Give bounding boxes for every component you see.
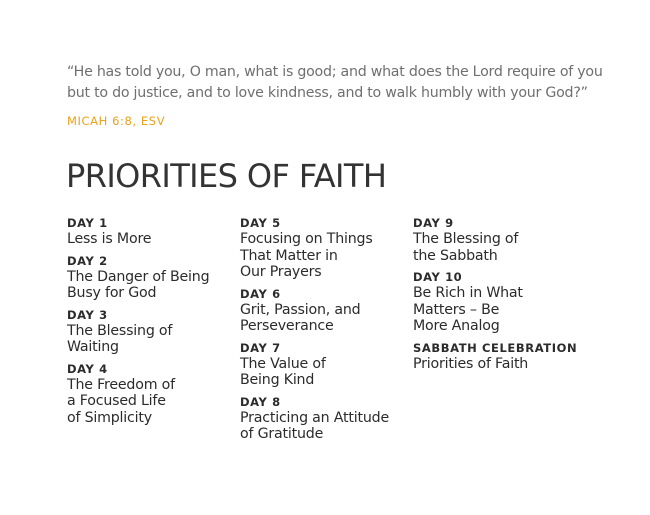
day-title: Practicing an Attitude of Gratitude: [240, 409, 389, 442]
plan-entry-day-1: [67, 216, 239, 248]
day-title: The Value of Being Kind: [240, 355, 326, 388]
day-label: DAY 1: [67, 216, 108, 230]
page-title: PRIORITIES OF FAITH: [66, 157, 387, 195]
plan-entry-day-10: [413, 270, 603, 335]
reading-plan-column-2: [240, 216, 412, 449]
plan-entry-day-6: [240, 287, 412, 335]
day-title: Focusing on Things That Matter in Our Prayers: [240, 231, 373, 280]
day-title: The Blessing of the Sabbath: [413, 231, 519, 264]
reading-plan-column-1: [67, 216, 239, 432]
day-title: Be Rich in What Matters – Be More Analog: [413, 285, 523, 334]
plan-entry-day-3: [67, 308, 239, 356]
day-title: Less is More: [67, 231, 152, 247]
day-label: DAY 7: [240, 340, 281, 355]
day-title: Grit, Passion, and Perseverance: [240, 301, 361, 334]
day-label: DAY 4: [67, 361, 108, 376]
day-label: DAY 6: [240, 286, 281, 301]
plan-entry-day-2: [67, 254, 239, 302]
day-label: DAY 10: [413, 270, 463, 284]
reading-plan-column-3: [413, 216, 603, 378]
plan-entry-day-9: [413, 216, 603, 264]
plan-entry-day-5: [240, 216, 412, 281]
day-title: The Freedom of a Focused Life of Simplicity: [67, 376, 175, 426]
day-title: The Blessing of Waiting: [67, 322, 173, 355]
plan-entry-day-4: [67, 362, 239, 427]
day-title: Priorities of Faith: [413, 355, 529, 372]
day-label: DAY 5: [240, 216, 281, 230]
plan-entry-day-8: [240, 395, 412, 443]
plan-entry-sabbath-celebration: [413, 341, 603, 373]
day-label: DAY 3: [67, 307, 108, 322]
day-label: DAY 9: [413, 216, 454, 230]
day-label: SABBATH CELEBRATION: [413, 340, 578, 355]
day-label: DAY 8: [240, 394, 281, 409]
plan-entry-day-7: [240, 341, 412, 389]
scripture-quote: “He has told you, O man, what is good; and what does the Lord require of you but to do justice, and to love kindness, and to walk humbly with your God?”: [67, 64, 603, 101]
day-label: DAY 2: [67, 253, 108, 268]
scripture-citation: MICAH 6:8, ESV: [67, 114, 166, 128]
day-title: The Danger of Being Busy for God: [67, 268, 210, 301]
